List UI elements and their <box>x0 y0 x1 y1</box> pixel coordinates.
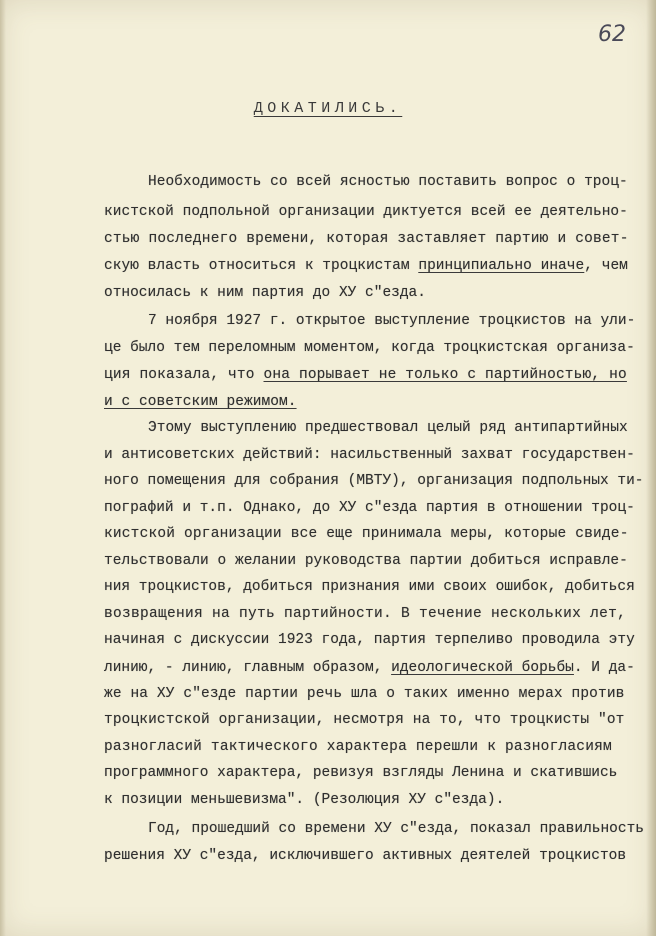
line-text: троцкистской организации, несмотря на то, что троцкисты "от <box>104 712 625 728</box>
text-line <box>148 313 635 329</box>
text-line <box>104 848 626 864</box>
underlined-text: и с советским режимом. <box>104 394 297 410</box>
line-text-tail: . И да- <box>573 660 635 676</box>
line-text: 7 ноября 1927 г. открытое выступление троцкистов на ули- <box>148 313 636 329</box>
line-text: ного помещения для собрания (МВТУ), организация подпольных ти- <box>104 473 644 489</box>
text-line <box>104 204 628 220</box>
text-line <box>104 686 624 702</box>
text-line <box>104 712 624 728</box>
line-text: относилась к ним партия до ХУ с"езда. <box>104 285 426 301</box>
line-text: ния троцкистов, добиться признания ими своих ошибок, добиться <box>104 579 635 595</box>
line-text: Этому выступлению предшествовал целый ряд антипартийных <box>148 420 628 436</box>
text-line <box>104 473 644 489</box>
line-text: к позиции меньшевизма". (Резолюция ХУ с"езда). <box>104 792 505 808</box>
text-line <box>104 739 612 755</box>
text-line <box>104 632 635 648</box>
page-edge-left <box>0 0 6 936</box>
text-line <box>104 447 635 463</box>
text-line <box>148 174 628 190</box>
text-line <box>148 821 644 837</box>
document-title: ДОКАТИЛИСЬ. <box>253 100 403 117</box>
text-line <box>104 394 297 410</box>
underlined-text: принципиально иначе <box>418 258 585 274</box>
line-text: стью последнего времени, которая заставляет партию и совет- <box>104 231 629 247</box>
text-line <box>104 660 635 676</box>
text-line <box>104 231 629 247</box>
line-text: Год, прошедший со времени ХУ с"езда, показал правильность <box>148 821 644 837</box>
line-text: решения ХУ с"езда, исключившего активных деятелей троцкистов <box>104 848 627 864</box>
line-text: це было тем переломным моментом, когда троцкистская организа- <box>104 340 635 356</box>
line-text: ция показала, что <box>104 367 264 383</box>
line-text: кистской организации все еще принимала меры, которые свиде- <box>104 526 629 542</box>
line-text: возвращения на путь партийности. В течение нескольких лет, <box>104 606 627 622</box>
text-line <box>104 367 627 383</box>
page-number: 62 <box>598 22 626 47</box>
underlined-text: она порывает не только с партийностью, но <box>263 367 627 383</box>
line-text-tail: , чем <box>584 258 628 274</box>
line-text: Необходимость со всей ясностью поставить вопрос о троц- <box>148 174 628 190</box>
text-line <box>104 340 635 356</box>
line-text: кистской подпольной организации диктуется всей ее деятельно- <box>104 204 628 220</box>
text-line <box>104 765 617 781</box>
text-line <box>104 526 629 542</box>
text-line <box>104 500 635 516</box>
text-line <box>104 285 426 301</box>
line-text: же на ХУ с"езде партии речь шла о таких именно мерах против <box>104 686 625 702</box>
page-edge-right <box>646 0 656 936</box>
line-text: программного характера, ревизуя взгляды Ленина и скатившись <box>104 765 618 781</box>
text-line <box>104 579 635 595</box>
line-text: и антисоветских действий: насильственный захват государствен- <box>104 447 635 463</box>
text-line <box>104 792 504 808</box>
line-text: разногласий тактического характера перешли к разногласиям <box>104 739 612 755</box>
line-text: линию, - линию, главным образом, <box>104 660 392 676</box>
line-text: тельствовали о желании руководства партии добиться исправле- <box>104 553 628 569</box>
line-text: начиная с дискуссии 1923 года, партия терпеливо проводила эту <box>104 632 635 648</box>
text-line <box>148 420 628 436</box>
line-text: скую власть относиться к троцкистам <box>104 258 419 274</box>
line-text: пографий и т.п. Однако, до ХУ с"езда партия в отношении троц- <box>104 500 635 516</box>
underlined-text: идеологической борьбы <box>391 660 574 676</box>
text-line <box>104 258 628 274</box>
text-line <box>104 553 628 569</box>
text-line <box>104 606 626 622</box>
